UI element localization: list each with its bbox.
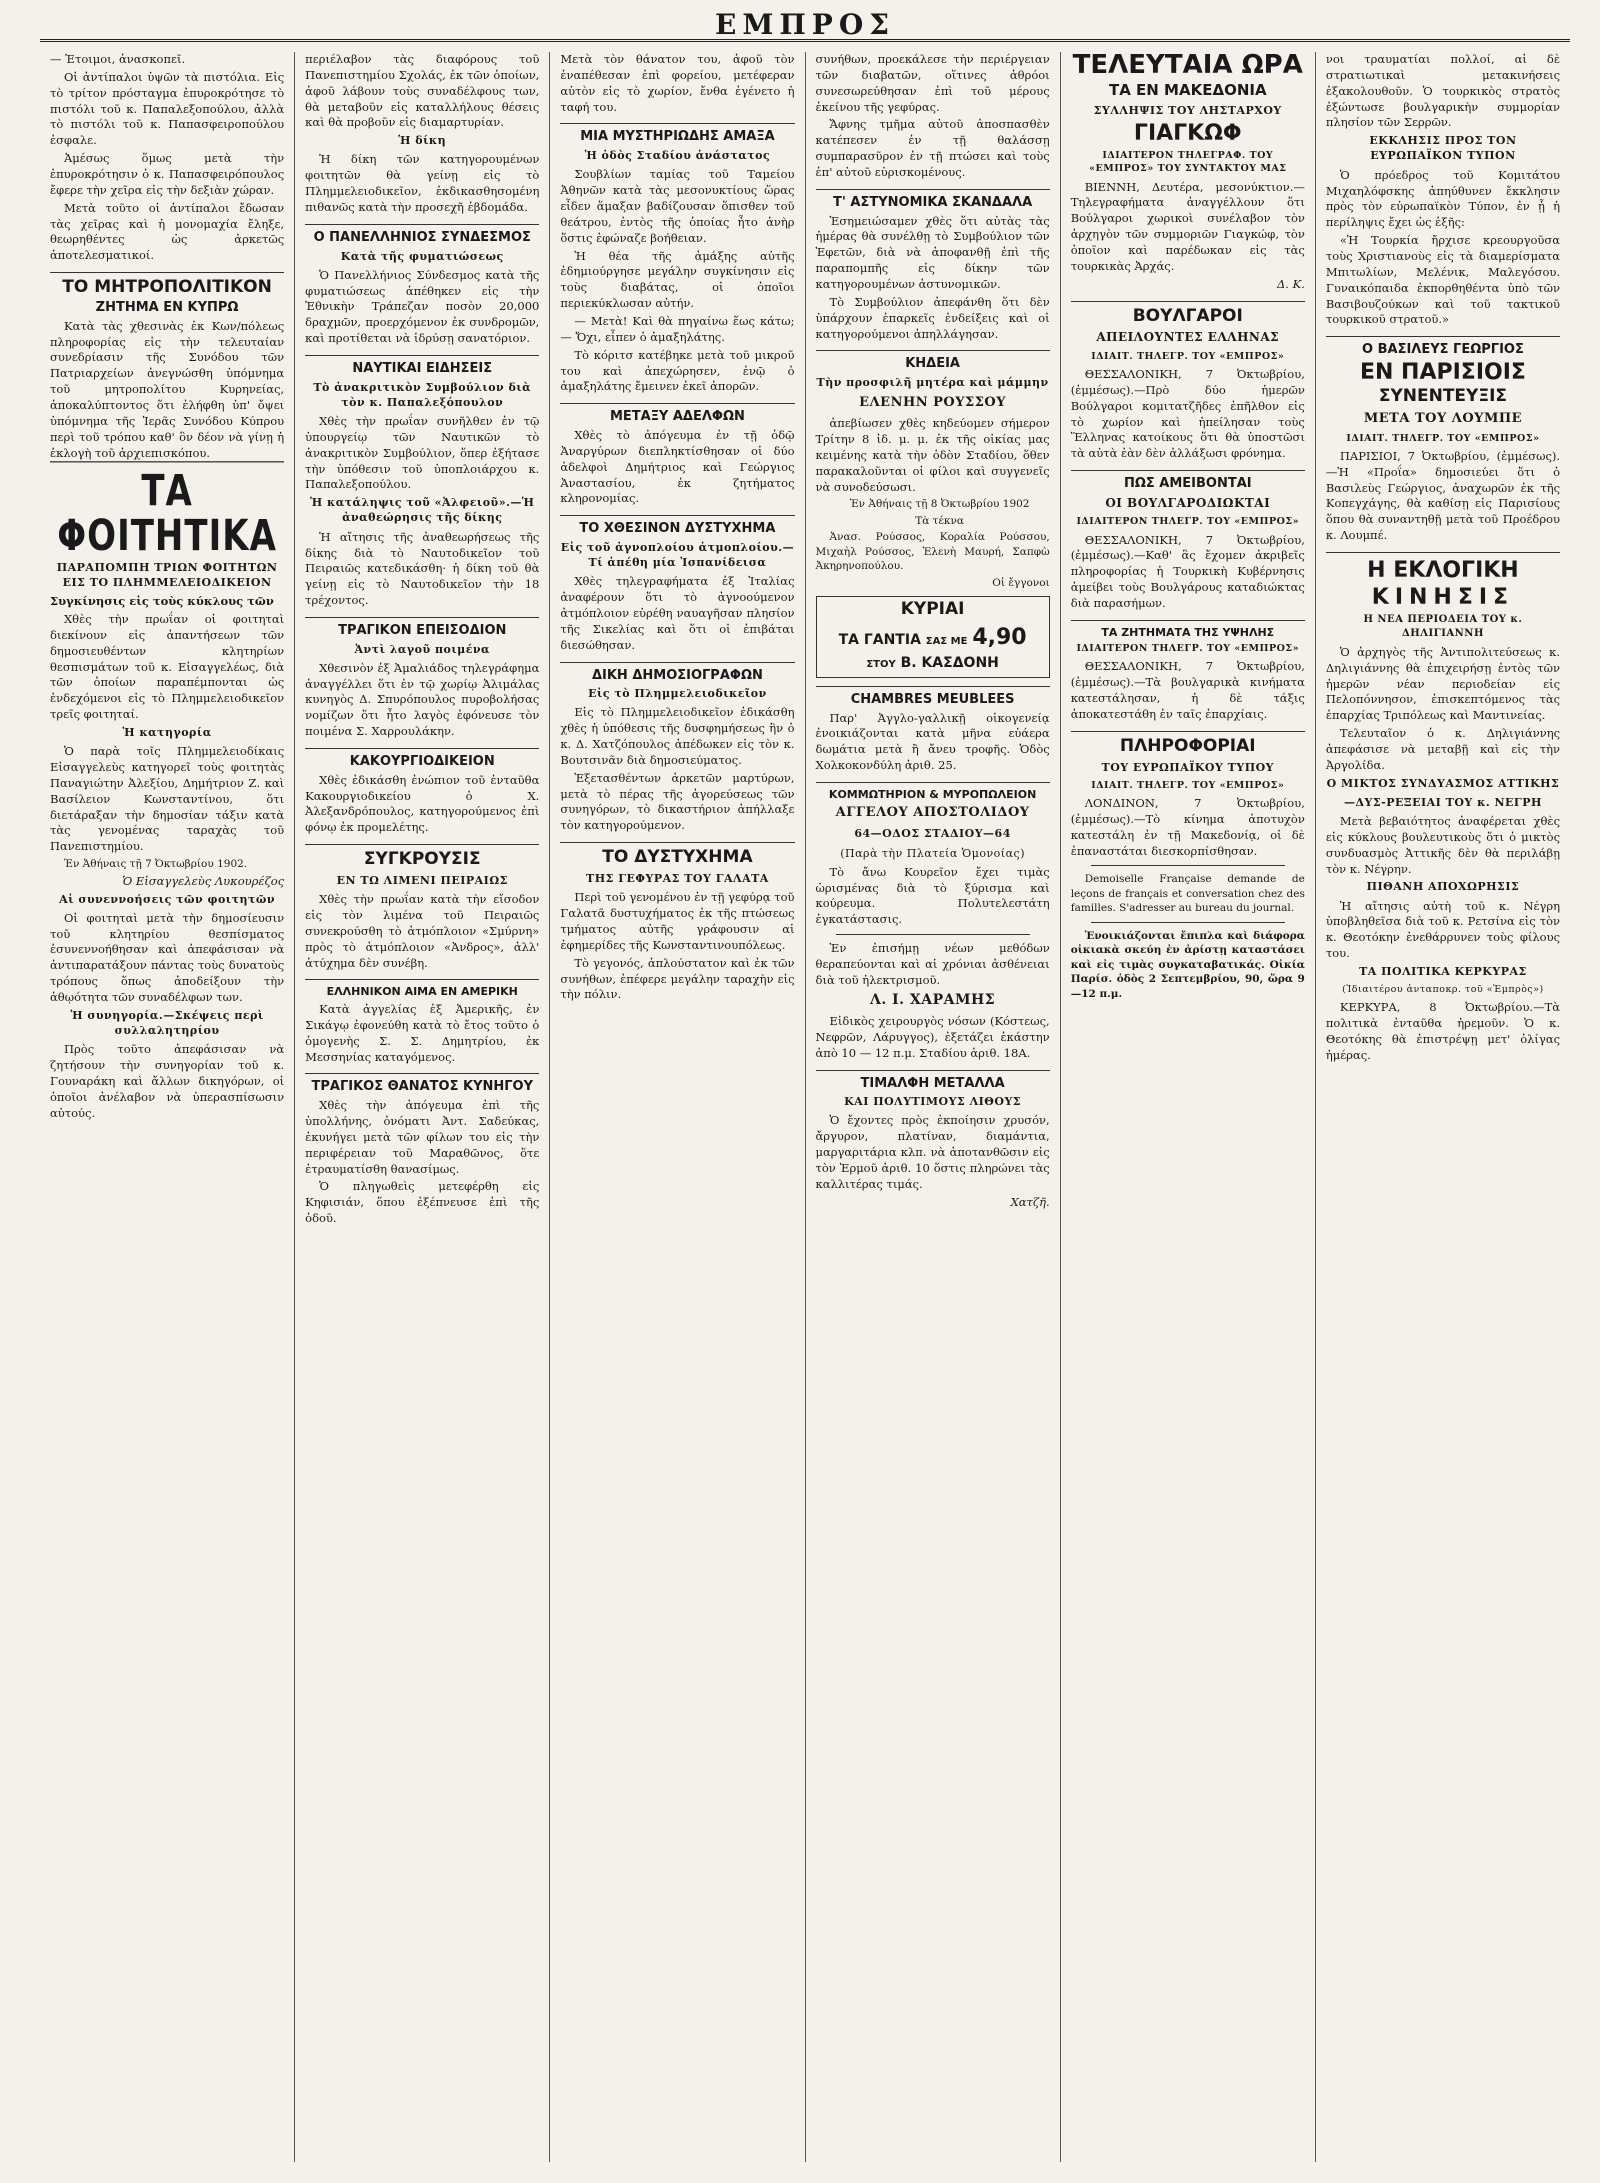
article-text: ΘΕΣΣΑΛΟΝΙΚΗ, 7 Ὀκτωβρίου, (ἐμμέσως).—Τὰ βουλγαρικὰ κινήματα κατεστάλησαν, ἡ δὲ τάξις ἀποκατεστάθη ἐν ταῖς ἐπαρχίαις. [1070,659,1305,722]
advert-text: Ἐν ἐπισήμῃ νέων μεθόδων θεραπεύονται καὶ αἱ χρόνιαι ἀσθένειαι διὰ τοῦ ἠλεκτρισμοῦ. [815,941,1050,987]
article-text: Ὁ παρὰ τοῖς Πλημμελειοδίκαις Εἰσαγγελεὺς κατηγορεῖ τοὺς φοιτητὰς Παναγιώτην Ἀλεξίου, Δημήτριον Ζ. καὶ Βασίλειον Κωνσταντίνου, ὅτι διετάραξαν τὴν δημοσίαν τάξιν κατὰ τὰς γενομένας ταραχὰς τοῦ Πανεπιστημίου. [50,744,285,854]
article-text: Ἡ αἴτησις αὐτὴ τοῦ κ. Νέγρη ὑποβληθεῖσα διὰ τοῦ κ. Ρετσίνα εἰς τὸν κ. Θεοτόκην ἐνεθάρρυνεν τοὺς φίλους του. [1325,898,1561,961]
headline-corfu-politics: ΤΑ ΠΟΛΙΤΙΚΑ ΚΕΡΚΥΡΑΣ [1359,965,1527,979]
headline-hunter-death: ΤΡΑΓΙΚΟΣ ΘΑΝΑΤΟΣ ΚΥΝΗΓΟΥ [305,1073,539,1094]
article-text: Ἀμέσως ὅμως μετὰ τὴν ἐπυροκρότησιν ὁ κ. Παπασφειρόπουλος ἔφερε τὴν χεῖρα εἰς τὴν δεξιὰν χώραν. [50,151,285,197]
headline-cyprus: ΖΗΤΗΜΑ ΕΝ ΚΥΠΡΩ [95,300,239,316]
headline-last-hour: ΤΕΛΕΥΤΑΙΑ ΩΡΑ [1072,52,1303,80]
article-text: Ἡ δίκη τῶν κατηγορουμένων φοιτητῶν θὰ γείνῃ εἰς τὸ Πλημμελειοδικεῖον, ἐκδικασθησομένη πιθανῶς κατὰ τὴν προσεχῆ ἑβδομάδα. [305,152,540,215]
headline-appeal: ΕΚΚΛΗΣΙΣ ΠΡΟΣ ΤΟΝ ΕΥΡΩΠΑΪΚΟΝ ΤΥΠΟΝ [1369,134,1517,163]
funeral-kids-label: Τὰ τέκνα [915,514,964,527]
article-text: Ὁ ἀρχηγὸς τῆς Ἀντιπολιτεύσεως κ. Δηλιγιάννης θὰ ἐπιχειρήσῃ ἐντὸς τῶν ἡμερῶν νέαν περιοδείαν εἰς Πελοπόννησον, ἐπισκεπτόμενος τὰς ἐπαρχίας Τριπόλεως καὶ Μαντινείας. [1325,644,1561,723]
article-text: Τὸ Συμβούλιον ἀπεφάνθη ὅτι δὲν ὑπάρχουν ἐπαρκεῖς ἐνδείξεις καὶ οἱ κατηγορούμενοι ἀπηλλάγησαν. [815,294,1050,341]
headline-in-paris: ΕΝ ΠΑΡΙΣΙΟΙΣ [1359,359,1526,385]
headline-tragic-episode: ΤΡΑΓΙΚΟΝ ΕΠΕΙΣΟΔΙΟΝ [305,617,539,638]
advert-barber-address: 64—ΟΔΟΣ ΣΤΑΔΙΟΥ—64 [854,827,1011,841]
article-text: — Μετὰ! Καὶ θὰ πηγαίνω ἕως κάτω; — Ὄχι, εἶπεν ὁ ἀμαξηλάτης. [560,313,795,344]
funeral-relatives: Οἱ ἔγγονοι [992,576,1050,589]
article-text: Ἡ θέα τῆς ἀμάξης αὐτῆς ἐδημιούργησε μεγάλην συγκίνησιν εἰς τοὺς διαβάτας, οἱ ὁποῖοι περιεκύκλωσαν αὐτήν. [560,248,795,311]
article-text: ΛΟΝΔΙΝΟΝ, 7 Ὀκτωβρίου, (ἐμμέσως).—Τὸ κίνημα ἀποτυχὸν κατεστάλη ἐν τῇ Μακεδονίᾳ, οἱ δὲ ἐπαναστάται διεσκορπίσθησαν. [1070,796,1305,858]
newspaper-title: ΕΜΠΡΟΣ [714,8,896,41]
column-2 [295,52,550,2162]
headline-likely-withdrawal: ΠΙΘΑΝΗ ΑΠΟΧΩΡΗΣΙΣ [1366,880,1520,894]
advert-gloves [816,596,1050,678]
headline-greek-blood-america: ΕΛΛΗΝΙΚΟΝ ΑΙΜΑ ΕΝ ΑΜΕΡΙΚΗ [305,979,539,998]
headline-how-rewarded: ΠΩΣ ΑΜΕΙΒΟΝΤΑΙ [1071,470,1305,491]
article-text: Ἐσημειώσαμεν χθὲς ὅτι αὐτὰς τὰς ἡμέρας θὰ συνέλθῃ τὸ Συμβούλιον τῶν Ἐφετῶν, διὰ νὰ ἀποφανθῇ ἐπὶ τῆς παραπομπῆς εἰς δίκην τῶν κατηγορουμένων ἀστυνομικῶν. [815,213,1050,291]
article-text: Χθὲς τὸ ἀπόγευμα ἐν τῇ ὁδῷ Ἀναργύρων διεπληκτίσθησαν οἱ δύο ἀδελφοὶ Δημήτριος καὶ Γεώργιος Ἀναστασίου, ἐκ ζητήματος κληρονομίας. [560,427,795,506]
wire-credit: ΙΔΙΑΙΤΕΡΟΝ ΤΗΛΕΓΡ. ΤΟΥ «ΕΜΠΡΟΣ» [1076,643,1300,655]
subheadline-students: ΠΑΡΑΠΟΜΠΗ ΤΡΙΩΝ ΦΟΙΤΗΤΩΝ ΕΙΣ ΤΟ ΠΛΗΜΜΕΛΕΙΟΔΙΚΕΙΟΝ [56,560,278,589]
article-text: Χθὲς τὴν ἀπόγευμα ἐπὶ τῆς ὑπολλήνης, ὀνόματι Ἀντ. Σαδεύκας, ἐκυνήγει μετὰ τῶν φίλων του εἰς τὴν περιφέρειαν τοῦ Μαραθῶνος, ὅτε ἐτραυματίσθη θανασίμως. [305,1098,540,1176]
funeral-subtitle: Τὴν προσφιλῆ μητέρα καὶ μάμμην [816,376,1049,390]
subheadline-loubet: ΜΕΤΑ ΤΟΥ ΛΟΥΜΠΕ [1363,410,1523,426]
section-label: Ἡ συνηγορία.—Σκέψεις περὶ συλλαλητηρίου [70,1008,264,1038]
page-columns [40,52,1570,2162]
column-3 [550,52,805,2162]
article-text: Ἄφνης τμῆμα αὐτοῦ ἀποσπασθὲν κατέπεσεν ἐν τῇ θαλάσσῃ συμπαρασῦρον ἐν τῇ πτώσει καὶ τοὺς ἐπ' αὐτοῦ εὑρισκομένους. [815,117,1050,180]
headline-interview: ΣΥΝΕΝΤΕΥΞΙΣ [1378,385,1508,406]
article-text: «Ἡ Τουρκία ἤρχισε κρεουργοῦσα τοὺς Χριστιανοὺς εἰς τὰ διαμερίσματα Μπιτωλίων, Μελένικ, Μαλεγόσου. Γυναικόπαιδα ἐκπορθηθέντα ὑπὸ τῶν Βασιβουζούκων καὶ τοῦ τακτικοῦ τουρκικοῦ στρατοῦ.» [1325,233,1561,327]
subheadline: Εἰς τοῦ ἀγνοπλοίου ἀτμοπλοίου.— Τί ἀπέθη μία Ἰσπανίδεισα [560,540,795,570]
subheadline-european-press: ΤΟΥ ΕΥΡΩΠΑΪΚΟΥ ΤΥΠΟΥ [1101,760,1275,774]
advert-gloves-connector: ΣΤΟΥ [866,658,896,670]
divider [1091,922,1285,923]
subheadline-persecutors: ΟΙ ΒΟΥΛΓΑΡΟΔΙΩΚΤΑΙ [1105,495,1271,510]
headline-journalists-trial: ΔΙΚΗ ΔΗΜΟΣΙΟΓΡΑΦΩΝ [560,662,794,683]
advert-text: Τὸ ἄνω Κουρεῖον ἔχει τιμὰς ὡρισμένας διὰ τὸ ξύρισμα καὶ κούρευμα. Πολυτελεστάτη ἐγκατάστασις. [815,864,1050,927]
article-text: Τὸ κόριτσ κατέβηκε μετὰ τοῦ μικροῦ του καὶ ἀπεχώρησεν, ἐνῷ ὁ ἀμαξηλάτης ἔμεινεν ἐκεῖ ἀπορῶν. [560,347,795,394]
article-text: Ἐξετασθέντων ἀρκετῶν μαρτύρων, μετὰ τὸ πέρας τῆς ἀγορεύσεως τῶν συνηγόρων, τὸ δικαστήριον ἀπήλλαξε τὸν κατηγορούμενον. [560,770,795,833]
article-text: Πρὸς τοῦτο ἀπεφάσισαν νὰ ζητήσουν τὴν συνηγορίαν τοῦ κ. Γουναράκη καὶ ἄλλων δικηγόρων, οἱ ὁποῖοι ἀνέλαβον νὰ ὑπερασπίσωσιν αὐτούς. [50,1042,285,1120]
advert-gloves-shop: Β. ΚΑΣΔΟΝΗ [900,654,999,671]
headline-panhellenic: Ο ΠΑΝΕΛΛΗΝΙΟΣ ΣΥΝΔΕΣΜΟΣ [305,224,539,245]
subheadline: Κατὰ τῆς φυματιώσεως [340,249,504,263]
subheadline-negris: —ΔΥΣ-ΡΕΞΕΙΑΙ ΤΟΥ κ. ΝΕΓΡΗ [1343,795,1542,809]
advert-metals-name: Χατζῆ. [1010,1194,1050,1209]
headline-electoral: Η ΕΚΛΟΓΙΚΗ [1326,552,1560,582]
article-text: ἀπεβίωσεν χθὲς κηδεύομεν σήμερον Τρίτην 8 ἰδ. μ. μ. ἐκ τῆς οἰκίας μας κειμένης κατὰ τὴν ὁδὸν Σταδίου, ὅθεν παρακαλοῦνται οἱ φίλοι καὶ συγγενεῖς νὰ συνοδεύσωσι. [815,416,1050,494]
wire-credit: ΙΔΙΑΙΤ. ΤΗΛΕΓΡ. ΤΟΥ «ΕΜΠΡΟΣ» [1091,350,1285,362]
advert-gloves-price: 4,90 [972,625,1027,651]
headline-mixed-ticket: Ο ΜΙΚΤΟΣ ΣΥΝΔΥΑΣΜΟΣ ΑΤΤΙΚΗΣ [1326,776,1560,790]
signature: Ὁ Εἰσαγγελεὺς Λυκουρέζος [122,873,285,888]
funeral-family: Ἀνασ. Ρούσσος, Κοραλία Ρούσσου, Μιχαὴλ Ρούσσος, Ἑλενὴ Μαυρή, Σαπφὼ Ἀκηρηνοπούλου. [815,531,1050,573]
wire-credit: ΙΔΙΑΙΤΕΡΟΝ ΤΗΛΕΓΡ. ΤΟΥ «ΕΜΠΡΟΣ» [1076,516,1300,528]
article-text: περιέλαβον τὰς διαφόρους τοῦ Πανεπιστημίου Σχολάς, ἐκ τῶν ὁποίων, ἀφοῦ λάβουν τοὺς συναδέλφους των, θὰ μεταβοῦν εἰς καταλλήλους θέσεις καὶ θὰ προβοῦν εἰς διαμαρτυρίαν. [305,52,540,130]
advert-furniture: Ἐνοικιάζονται ἔπιπλα καὶ διάφορα οἰκιακὰ σκεύη ἐν ἀρίστῃ καταστάσει καὶ εἰς τιμὰς συγκαταβατικάς. Οἰκία Παρίσ. ὁδὸς 2 Σεπτεμβρίου, 90, ὥρα 9—12 π.μ. [1070,929,1305,1000]
advert-barber-title: ΚΟΜΜΩΤΗΡΙΟΝ & ΜΥΡΟΠΩΛΕΙΟΝ [816,782,1050,801]
article-text: Εἰς τὸ Πλημμελειοδικεῖον ἐδικάσθη χθὲς ἡ ὑπόθεσις τῆς δυσφημήσεως ἣν ὁ κ. Δ. Χατζόπουλος ἀπέδωκεν εἰς τὸν κ. Βουτσινᾶν διὰ δημοσιεύματος. [560,705,795,767]
wire-credit: ΙΔΙΑΙΤ. ΤΗΛΕΓΡ. ΤΟΥ «ΕΜΠΡΟΣ» [1091,779,1285,791]
column-1 [40,52,295,2162]
headline-bulgarians: ΒΟΥΛΓΑΡΟΙ [1071,301,1305,326]
advert-doctor-name: Λ. Ι. ΧΑΡΑΜΗΣ [870,991,996,1008]
article-text: Τελευταῖον ὁ κ. Δηλιγιάννης ἀπεφάσισε νὰ μεταβῇ καὶ εἰς τὴν Ἀργολίδα. [1325,726,1561,772]
headline-porte-issues: ΤΑ ΖΗΤΗΜΑΤΑ ΤΗΣ ΥΨΗΛΗΣ [1071,620,1305,639]
dateline: Ἐν Ἀθήναις τῇ 8 Ὀκτωβρίου 1902 [849,498,1030,511]
article-text: ΚΕΡΚΥΡΑ, 8 Ὀκτωβρίου.—Τὰ πολιτικὰ ἐνταῦθα ἠρεμοῦν. Ὁ κ. Θεοτόκης θὰ ἐπιστρέψῃ μετ' ὀλίγας ἡμέρας. [1325,1000,1561,1062]
masthead-rule [40,39,1570,42]
article-text: Μετὰ βεβαιότητος ἀναφέρεται χθὲς εἰς κύκλους βουλευτικοὺς ὅτι ὁ μικτὸς συνδυασμὸς Ἀττικῆς δὲν θὰ περιλάβῃ τὸν κ. Νέγρην. [1325,814,1561,876]
advert-text: Ὁ ἔχοντες πρὸς ἐκποίησιν χρυσόν, ἄργυρον, πλατίναν, διαμάντια, μαργαριτάρια κλπ. νὰ ἀποτανθῶσιν εἰς τὸν Ἑρμοῦ ἀριθ. 10 ὅστις πληρώνει τὰς καλλιτέρας τιμάς. [815,1113,1050,1191]
wire-credit: ΙΔΙΑΙΤ. ΤΗΛΕΓΡ. ΤΟΥ «ΕΜΠΡΟΣ» [1346,432,1540,444]
article-text: Χθὲς τηλεγραφήματα ἐξ Ἰταλίας ἀναφέρουν ὅτι τὸ ἀγνοούμενον ἀτμόπλοιον εὑρέθη ναυαγῆσαν πλησίον τῆς Σικελίας καὶ ὅτι οἱ ἐπιβάται διεσώθησαν. [560,574,795,652]
article-text: Ἡ αἴτησις τῆς ἀναθεωρήσεως τῆς δίκης διὰ τὸ Ναυτοδικεῖον τοῦ Πειραιῶς κατεδικάσθη· ἡ δίκη τοῦ θὰ γείνῃ εἰς τὸ Ναυτοδικεῖον τὴν 18 τρέχοντος. [305,529,540,608]
article-text: Οἱ φοιτηταὶ μετὰ τὴν δημοσίευσιν τοῦ κλητηρίου θεσπίσματος ἐσυνεννοήθησαν καὶ ἀπεφάσισαν νὰ ἀντιπαρατάξουν πάντας τοὺς δυνατοὺς τρόπους ὅπως ἀποδείξουν τὴν ἀθῳότητα τῶν συναδέλφων των. [50,910,285,1004]
article-text: — Ἐτοιμοι, ἀνασκοπεῖ. [50,52,186,66]
advert-metals-sub: ΚΑΙ ΠΟΛΥΤΙΜΟΥΣ ΛΙΘΟΥΣ [844,1095,1022,1109]
headline-metropolitan: ΤΟ ΜΗΤΡΟΠΟΛΙΤΙΚΟΝ [50,272,284,297]
article-text: νοι τραυματίαι πολλοί, αἱ δὲ στρατιωτικαὶ μετακινήσεις ἐξακολουθοῦν. Ὁ τουρκικὸς στρατὸς ἐξώντωσε βουλγαρικὴν συμμορίαν πλησίον τῶν Σερρῶν. [1325,52,1561,130]
headline-yesterdays-accident: ΤΟ ΧΘΕΣΙΝΟΝ ΔΥΣΤΥΧΗΜΑ [560,515,794,536]
section-label: Αἱ συνεννοήσεις τῶν φοιτητῶν [59,892,276,906]
headline-giagkof: ΓΙΑΓΚΩΦ [1133,121,1242,147]
article-text: Τὸ γεγονός, ἀπλούστατον καὶ ἐκ τῶν συνήθων, ἐπέφερε μεγάλην ταραχὴν εἰς τὴν πόλιν. [560,955,795,1002]
article-text: Περὶ τοῦ γενομένου ἐν τῇ γεφύρᾳ τοῦ Γαλατᾶ δυστυχήματος ἐκ τῆς πτώσεως τμήματος αὐτῆς γράφουσιν αἱ ἐφημερίδες τῆς Κωνσταντινουπόλεως. [560,890,795,952]
subheadline-macedonia: ΤΑ ΕΝ ΜΑΚΕΔΟΝΙΑ [1108,81,1267,100]
divider [836,934,1030,935]
wire-credit: ΙΔΙΑΙΤΕΡΟΝ ΤΗΛΕΓΡΑΦ. ΤΟΥ «ΕΜΠΡΟΣ» ΤΟΥ ΣΥΝΤΑΚΤΟΥ ΜΑΣ [1089,150,1287,175]
subheadline-arrest: ΣΥΛΛΗΨΙΣ ΤΟΥ ΛΗΣΤΑΡΧΟΥ [1093,104,1282,118]
advert-chambres-title: CHAMBRES MEUBLEES [816,686,1050,707]
section-label: Ἡ κατάληψις τοῦ «Ἀλφειοῦ».—Ἡ ἀναθεώρησις τῆς δίκης [310,496,535,525]
article-text: ΘΕΣΣΑΛΟΝΙΚΗ, 7 Ὀκτωβρίου, (ἐμμέσως).—Καθ' ἃς ἔχομεν ἀκριβεῖς πληροφορίας ἡ Τουρκικὴ Κυβέρνησις ἀμείβει τοὺς Βουλγάρους καταδιώκτας διὰ παρασήμων. [1070,532,1305,610]
article-text: Κατὰ τὰς χθεσινὰς ἐκ Κων/πόλεως πληροφορίας εἰς τὴν τελευταίαν συνεδρίασιν τῆς Συνόδου τῶν Πατριαρχείων ἀνεγνώσθη ὑπόμνημα τοῦ μητροπολίτου Κυρηνείας, ἀποκαλύπτοντος ὅτι ἐλήφθη ὑπ' ὄψει ὑπόμνημα τῆς Ἱερᾶς Συνόδου Κύπρου περὶ τοῦ τρόπου καθ' ὃν δέον νὰ γίνῃ ἡ ἐκλογὴ τοῦ ἀρχιεπισκόπου. [50,318,285,460]
headline-the-accident: ΤΟ ΔΥΣΤΥΧΗΜΑ [560,842,794,867]
subheadline: Ἡ ὁδὸς Σταδίου ἀνάστατος [584,149,771,163]
subheadline-threatening: ΑΠΕΙΛΟΥΝΤΕΣ ΕΛΛΗΝΑΣ [1096,330,1280,345]
funeral-notice-title: ΚΗΔΕΙΑ [816,350,1050,371]
column-4 [806,52,1061,2162]
article-text: Χθὲς τὴν πρωΐαν συνῆλθεν ἐν τῷ ὑπουργείῳ τῶν Ναυτικῶν τὸ ἀνακριτικὸν Συμβούλιον, ὅπερ ἐξήτασε τὴν ὑπόθεσιν τοῦ ὑποπλοιάρχου κ. Παπαλεξοπούλου. [305,414,540,492]
subheadline: Εἰς τὸ Πλημμελειοδικεῖον [588,687,767,701]
article-text: Ὁ Πανελλήνιος Σύνδεσμος κατὰ τῆς φυματιώσεως ἀπέθηκεν εἰς τὴν Ἐθνικὴν Τράπεζαν ποσὸν 20,000 δραχμῶν, προερχόμενον ἐκ συνδρομῶν, καὶ προτίθεται νὰ ἱδρύσῃ σανατόριον. [305,267,540,346]
headline-movement: ΚΙΝΗΣΙΣ [1371,585,1515,611]
advert-metals-title: ΤΙΜΑΛΦΗ ΜΕΤΑΛΛΑ [816,1070,1050,1091]
advert-gloves-connector: ΣΑΣ ΜΕ [925,636,968,648]
subheadline: Ἀντὶ λαγοῦ ποιμένα [354,642,491,656]
article-text: Χθὲς τὴν πρωΐαν οἱ φοιτηταὶ διεκίνουν εἰς ἀπαντήσεων τῶν δημοσιευθέντων κλητηρίων θεσπισμάτων τοῦ κ. Εἰσαγγελέως, διὰ τῶν ὁποίων παραπέμπονται ὡς ἐνδεχόμενοι εἰς τὸ Πλημμελειοδικεῖον τρεῖς φοιτηταί. [50,611,285,722]
article-text: ΠΑΡΙΣΙΟΙ, 7 Ὀκτωβρίου, (ἐμμέσως).—Ἡ «Προΐα» δημοσιεύει ὅτι ὁ Βασιλεὺς Γεώργιος, ἀναχωρῶν ἐκ τῆς Κοπεγχάγης, θὰ καθίσῃ εἰς Παρισίους ὅπου θὰ συναντηθῇ μετὰ τοῦ Προέδρου κ. Λουμπέ. [1325,448,1561,543]
advert-french-lessons: Demoiselle Française demande de leçons de français et conversation chez des familles. S'adresser au bureau du journal. [1070,873,1305,915]
headline-naval-news: ΝΑΥΤΙΚΑΙ ΕΙΔΗΣΕΙΣ [305,355,539,376]
headline-students: ΤΑ ΦΟΙΤΗΤΙΚΑ [50,462,284,560]
article-text: Ὁ πληγωθεὶς μετεφέρθη εἰς Κηφισιάν, ὅπου ἐξέπνευσε ἐπὶ τῆς ὁδοῦ. [305,1179,540,1226]
advert-text: Παρ' Ἀγγλο-γαλλικῇ οἰκογενείᾳ ἐνοικιάζονται κατὰ μῆνα εὐάερα δωμάτια μετὰ ἢ ἄνευ τροφῆς. Ὁδὸς Χολκοκονδύλη ἀριθ. 25. [815,710,1050,773]
funeral-name: ΕΛΕΝΗΝ ΡΟΥΣΣΟΥ [859,395,1007,411]
article-text: ΘΕΣΣΑΛΟΝΙΚΗ, 7 Ὀκτωβρίου, (ἐμμέσως).—Πρὸ δύο ἡμερῶν Βούλγαροι κομιτατζῆδες ἐπῆλθον εἰς τὸ χωρίον καὶ ἠπείλησαν τοὺς Ἕλληνας κατοίκους ὅτι θὰ ὑποστῶσι τὰ αὐτὰ ἐὰν δὲν ἀλλάξωσι φρόνημα. [1070,367,1305,461]
article-text: συνήθων, προεκάλεσε τὴν περιέργειαν τῶν διαβατῶν, οἵτινες ἀθρόοι συνεσωρεύθησαν ἐπὶ τοῦ μέρους ἐκείνου τῆς γεφύρας. [815,52,1050,114]
headline-between-brothers: ΜΕΤΑΞΥ ΑΔΕΛΦΩΝ [560,403,794,424]
article-text: Χθὲς τὴν πρωΐαν κατὰ τὴν εἴσοδον εἰς τὸν λιμένα τοῦ Πειραιῶς συνεκρούσθη τὸ ἀτμόπλοιον «Σμύρνη» πρὸς τὸ ἀτμόπλοιον «Ἀνδρος», ἀλλ' ἀτύχημα δὲν συνέβη. [305,892,540,970]
wire-credit: (Ἰδιαιτέρου ἀνταποκρ. τοῦ «Ἐμπρὸς») [1342,984,1544,996]
subheadline: ΤΗΣ ΓΕΦΥΡΑΣ ΤΟΥ ΓΑΛΑΤΑ [586,872,769,886]
article-text: Μετὰ τὸν θάνατον του, ἀφοῦ τὸν ἐναπέθεσαν ἐπὶ φορείου, μετέφεραν αὐτὸν εἰς τὸ χωρίον, ἔνθα ἐγένετο ἡ ταφή του. [560,52,795,114]
article-text: Ὁ πρόεδρος τοῦ Κομιτάτου Μιχαηλόφσκης ἀπηύθυνεν ἔκκλησιν πρὸς τὸν εὐρωπαϊκὸν Τύπον, ἐν ᾗ ἡ περίληψις ἔχει ὡς ἑξῆς: [1325,167,1561,230]
column-6 [1316,52,1570,2162]
section-label: Ἡ κατηγορία [122,725,212,739]
masthead [40,8,1570,42]
headline-mysterious-carriage: ΜΙΑ ΜΥΣΤΗΡΙΩΔΗΣ ΑΜΑΞΑ [560,123,794,144]
headline-police-scandals: Τ' ΑΣΤΥΝΟΜΙΚΑ ΣΚΑΝΔΑΛΑ [816,189,1050,210]
headline-king-george: Ο ΒΑΣΙΛΕΥΣ ΓΕΩΡΓΙΟΣ [1326,336,1560,357]
article-text: Σουβλίων ταμίας τοῦ Ταμείου Ἀθηνῶν κατὰ τὰς μεσονυκτίους ὥρας εἶδεν ἅμαξαν βαδίζουσαν ὅπισθεν τοῦ θεάτρου, ἐντὸς τῆς ὁποίας ἦτο ἀνὴρ ὅστις ἐφώναζε βοήθειαν. [560,167,795,245]
dateline: Ἐν Ἀθήναις τῇ 7 Ὀκτωβρίου 1902. [64,858,248,871]
lead-line: Συγκίνησις εἰς τοὺς κύκλους τῶν [50,594,274,609]
article-text: Χθεσινὸν ἐξ Ἀμαλιάδος τηλεγράφημα ἀναγγέλλει ὅτι ἐν τῷ χωρίῳ Ἀλιμάλας κυνηγὸς Δ. Σπυρόπουλος πυροβολήσας νομίζων ὅτι ἦτο λαγὸς ἐφόνευσε τὸν ποιμένα Σ. Χαρρουλάκην. [305,660,540,739]
advert-text: Εἰδικὸς χειρουργὸς νόσων (Κόστεως, Νεφρῶν, Λάρυγγος), ἐξετάζει ἑκάστην ἀπὸ 10 — 12 π.μ. Σταδίου ἀριθ. 18Α. [815,1014,1050,1060]
advert-gloves-line [821,623,1045,653]
article-text: ΒΙΕΝΝΗ, Δευτέρα, μεσονύκτιον.—Τηλεγραφήματα ἀναγγέλλουν ὅτι Βούλγαροι χωρικοὶ συνέλαβον τὸν ἀρχηγὸν τῶν συμμοριῶν Γιαγκώφ, τὸν ὁποῖον καὶ παρέδωκαν εἰς τὰς τουρκικὰς Ἀρχάς. [1070,179,1305,273]
subheadline: ΕΝ ΤΩ ΛΙΜΕΝΙ ΠΕΙΡΑΙΩΣ [336,873,508,887]
article-text: Μετὰ τοῦτο οἱ ἀντίπαλοι ἔδωσαν τὰς χεῖρας καὶ ἡ μονομαχία ἔληξε, θεωρηθέντες ὡς ἀρκετῶς ἀποτελεσματικοί. [50,200,285,263]
advert-barber-location: (Παρὰ τὴν Πλατεία Ὁμονοίας) [840,846,1025,860]
headline-information: ΠΛΗΡΟΦΟΡΙΑΙ [1071,731,1305,756]
section-label: Ἡ δίκη [398,134,447,148]
advert-gloves-title: ΚΥΡΙΑΙ [900,599,965,620]
advert-barber-name: ΑΓΓΕΛΟΥ ΑΠΟΣΤΟΛΙΔΟΥ [835,805,1030,821]
divider [1091,865,1285,866]
article-text: Χθὲς ἐδικάσθη ἐνώπιον τοῦ ἐνταῦθα Κακουργιοδικείου ὁ Χ. Ἀλεξανδρόπουλος, κατηγορούμενος ἐπὶ φόνῳ ἐκ προμελέτης. [305,772,540,835]
headline-criminal-court: ΚΑΚΟΥΡΓΙΟΔΙΚΕΙΟΝ [305,748,539,769]
subheadline: Τὸ ἀνακριτικὸν Συμβούλιον διὰ τὸν κ. Παπαλεξόπουλον [313,380,532,409]
article-text: Οἱ ἀντίπαλοι ὑψῶν τὰ πιστόλια. Εἰς τὸ τρίτον πρόσταγμα ἐπυροκρότησε τὸ πιστόλι τοῦ κ. Παπαλεξοπούλου, ἀλλὰ τὸ πιστόλι τοῦ κ. Παπασφειροπούλου ἐσφαλε. [50,69,285,148]
article-text: Κατὰ ἀγγελίας ἐξ Ἀμερικῆς, ἐν Σικάγῳ ἐφονεύθη κατὰ τὸ ἔτος τοῦτο ὁ ὁμογενὴς Σ. Σ. Δημητρίου, ἐκ Μεσσηνίας καταγόμενος. [305,1001,540,1064]
signature: Δ. Κ. [1276,276,1305,291]
headline-collision: ΣΥΓΚΡΟΥΣΙΣ [305,844,539,869]
advert-gloves-shop-line [821,654,1045,673]
advert-gloves-item: ΤΑ ΓΑΝΤΙΑ [838,632,921,649]
column-5 [1061,52,1316,2162]
subheadline-deligiannis: Η ΝΕΑ ΠΕΡΙΟΔΕΙΑ ΤΟΥ κ. ΔΗΛΙΓΙΑΝΝΗ [1363,614,1523,639]
